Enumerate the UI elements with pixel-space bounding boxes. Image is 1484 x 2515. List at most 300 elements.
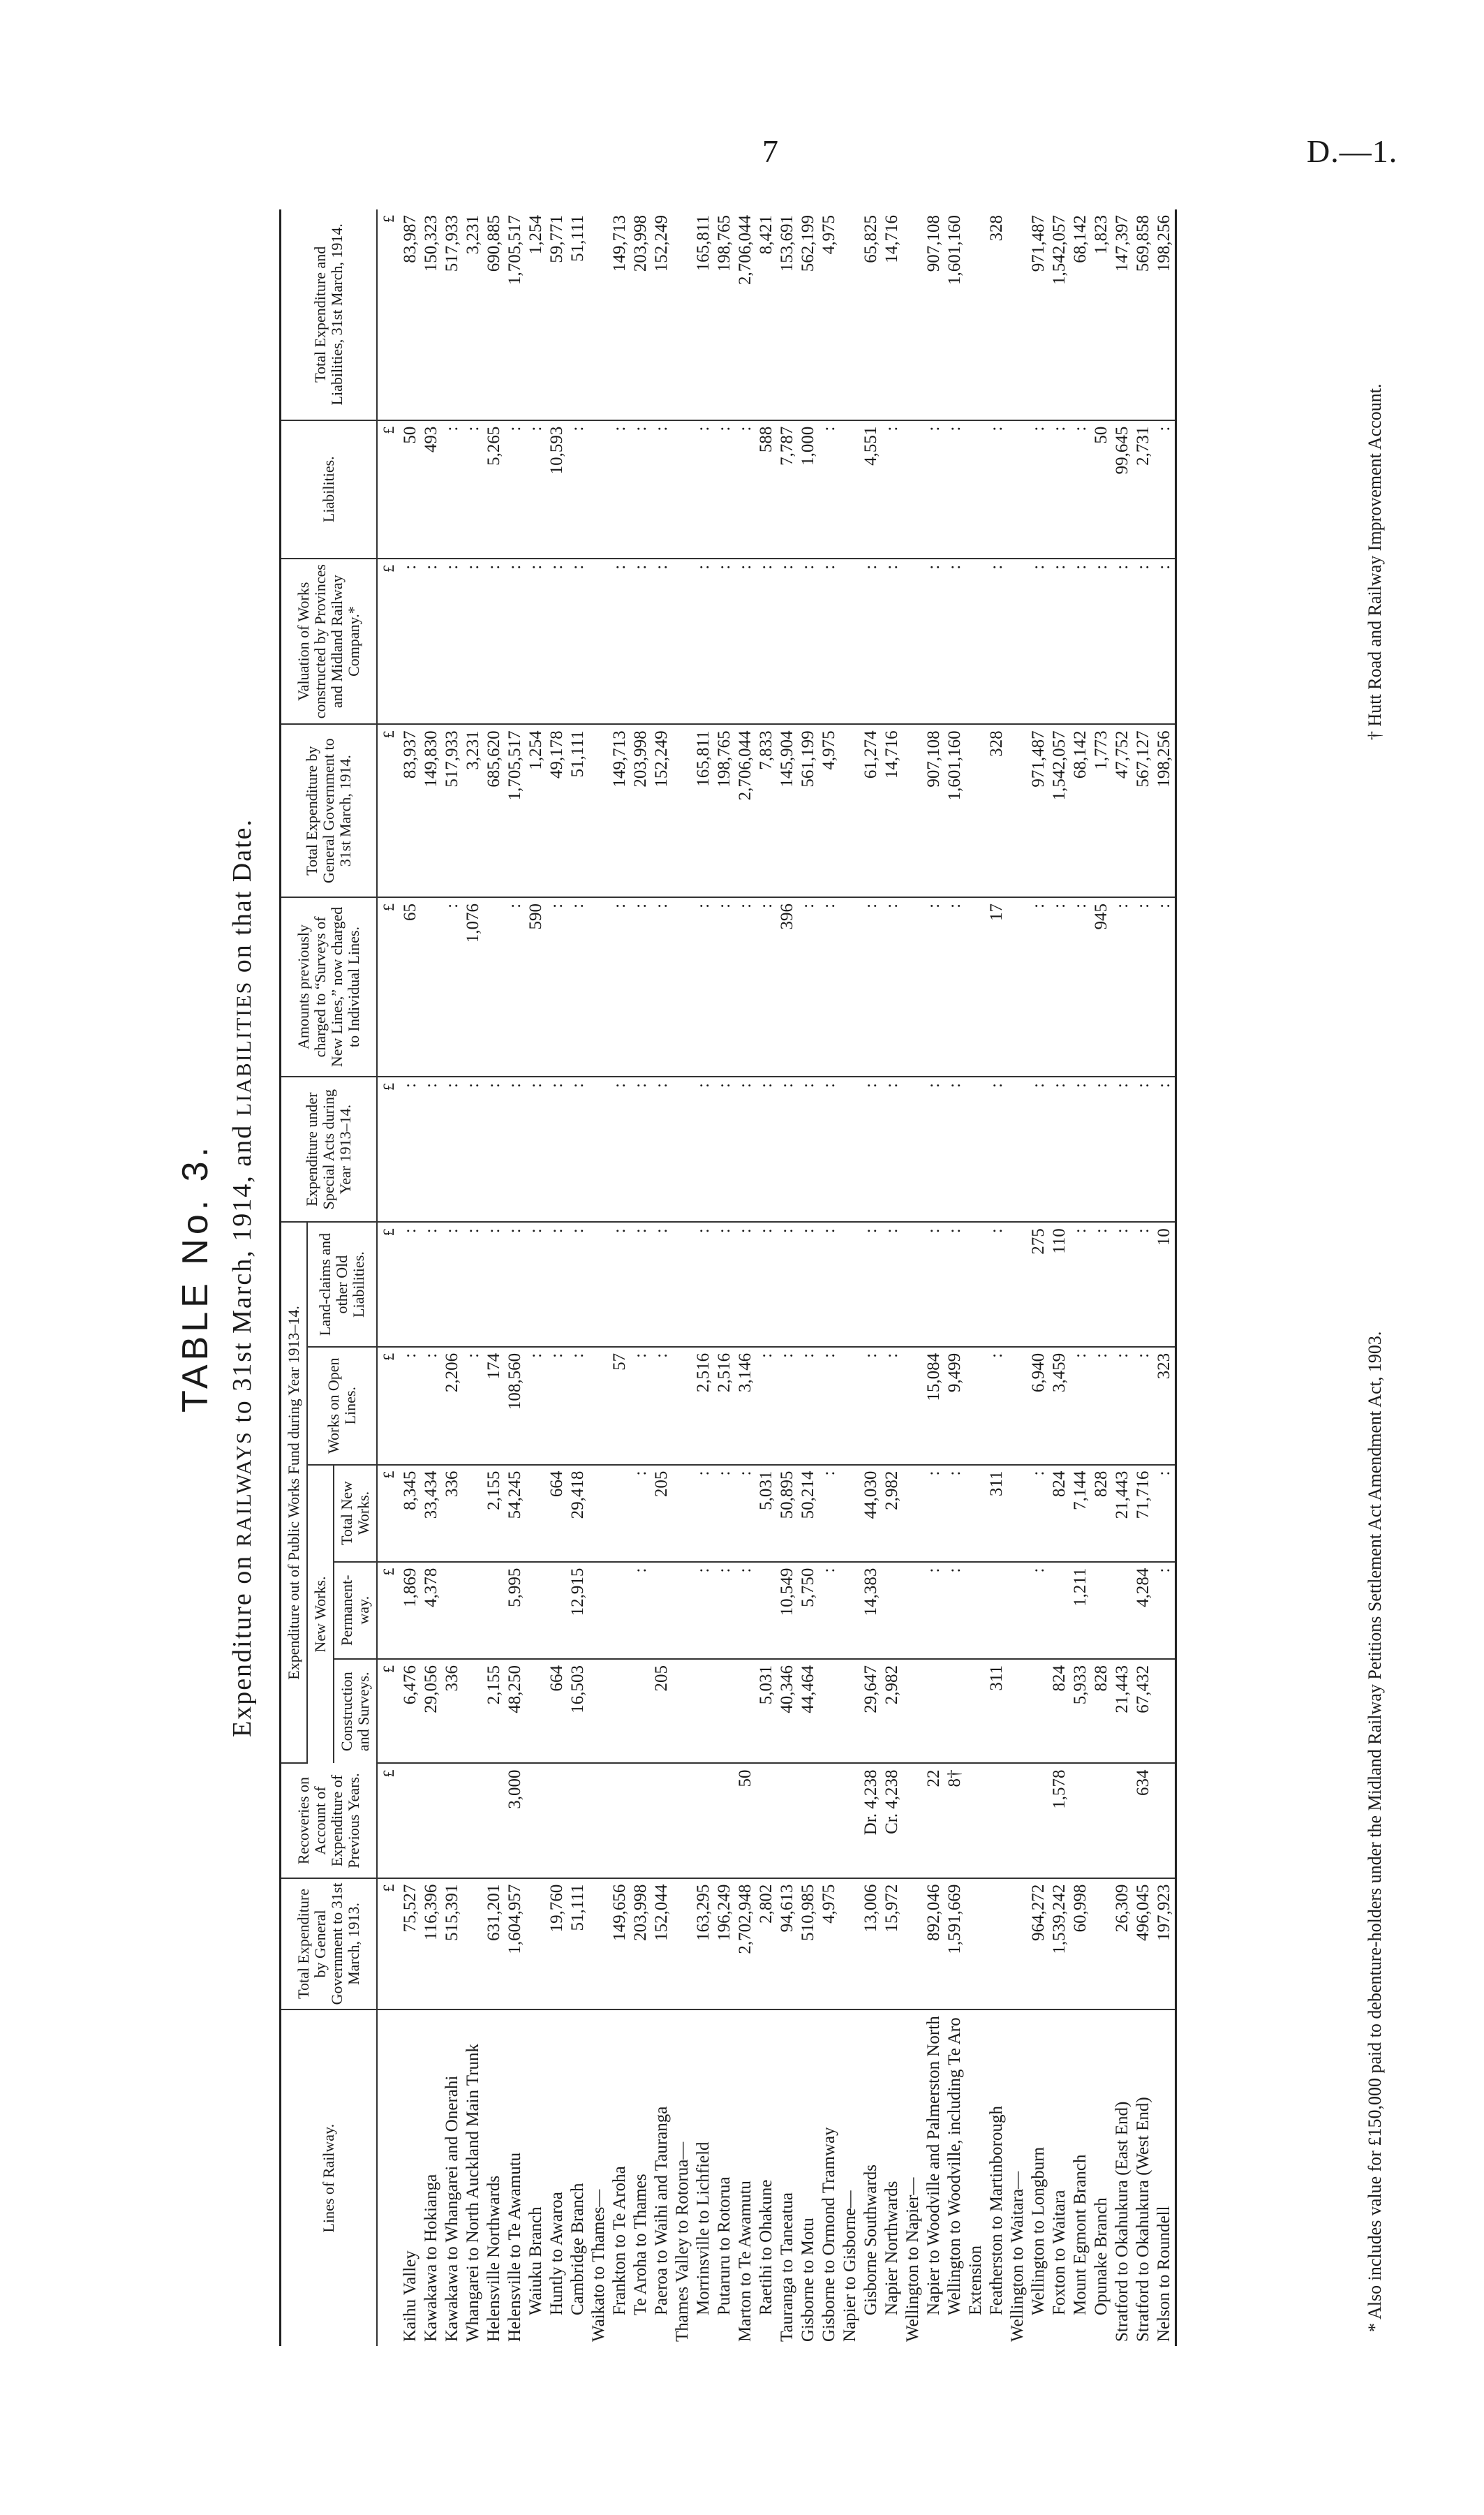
table-cell: 65: [400, 897, 421, 1077]
table-cell: 828: [1091, 1465, 1112, 1562]
table-cell: :: [651, 559, 672, 725]
table-cell: 50,895: [777, 1465, 798, 1562]
railway-line-name: Napier Northwards: [882, 2181, 901, 2315]
header-total-1913: Total Expenditure by General Government to 31st March, 1913.: [281, 1878, 378, 2010]
table-cell: 60,998: [1070, 1878, 1091, 2010]
table-cell: [882, 1562, 903, 1659]
table-cell: 3,231: [463, 724, 484, 897]
railway-line-name: Helensville Northwards: [484, 2175, 503, 2342]
table-cell: 68,142: [1070, 724, 1091, 897]
currency-unit: £: [377, 1878, 400, 2010]
table-cell: 590: [526, 897, 547, 1077]
table-cell: 149,830: [421, 724, 442, 897]
table-cell: [484, 1764, 505, 1878]
table-row: [923, 209, 944, 2346]
railway-line-name: Gisborne to Ormond Tramway: [819, 2127, 838, 2342]
table-cell: :: [526, 559, 547, 725]
table-cell: 1,591,669: [944, 1878, 965, 2010]
table-cell: 165,811: [693, 209, 714, 420]
railway-line-name: Stratford to Okahukura (West End): [1134, 2097, 1152, 2342]
table-cell: [442, 1764, 463, 1878]
table-cell: :: [986, 559, 1007, 725]
table-cell: [588, 1347, 609, 1465]
table-cell: 108,560: [505, 1347, 526, 1465]
table-cell: [1007, 724, 1028, 897]
table-cell: :: [798, 559, 819, 725]
table-cell: 19,760: [547, 1878, 567, 2010]
table-cell: [672, 209, 693, 420]
table-cell: :: [463, 1347, 484, 1465]
currency-unit: £: [377, 1764, 400, 1878]
header-open-lines: Works on Open Lines.: [307, 1347, 377, 1465]
table-cell: :: [567, 1077, 588, 1222]
table-cell: 13,006: [861, 1878, 882, 2010]
table-cell: :: [1091, 559, 1112, 725]
table-cell: :: [484, 1222, 505, 1347]
table-cell: [840, 724, 861, 897]
railway-line-name: Thames Valley to Rotorua—: [673, 2141, 692, 2342]
railway-line-name: Cambridge Branch: [568, 2183, 587, 2315]
table-cell: 10: [1154, 1222, 1176, 1347]
table-cell: [567, 1764, 588, 1878]
table-cell: :: [1154, 420, 1176, 559]
railway-line-name: Helensville to Te Awamutu: [505, 2152, 524, 2342]
table-cell: 2,802: [756, 1878, 777, 2010]
table-cell: :: [630, 1465, 651, 1562]
table-cell: 40,346: [777, 1659, 798, 1763]
table-cell: 198,765: [714, 724, 735, 897]
table-cell: 4,284: [1133, 1562, 1154, 1659]
subtitle-mid: to 31st March, 1914, and: [228, 1123, 257, 1423]
table-cell: :: [861, 1222, 882, 1347]
railway-line-name: Tauranga to Taneatua: [778, 2192, 796, 2342]
table-cell: :: [756, 1347, 777, 1465]
table-cell: 147,397: [1112, 209, 1133, 420]
table-cell: [944, 1659, 965, 1763]
table-cell: 2,155: [484, 1659, 505, 1763]
table-row: [630, 209, 651, 2346]
table-cell: 10,549: [777, 1562, 798, 1659]
table-cell: [903, 724, 923, 897]
table-cell: :: [567, 897, 588, 1077]
table-cell: :: [526, 1077, 547, 1222]
table-cell: [840, 559, 861, 725]
table-cell: [986, 1764, 1007, 1878]
currency-unit: £: [377, 724, 400, 897]
table-cell: [484, 897, 505, 1077]
table-cell: [965, 209, 986, 420]
table-cell: [965, 1764, 986, 1878]
table-cell: [463, 1465, 484, 1562]
table-cell: 47,752: [1112, 724, 1133, 897]
table-cell: [651, 1562, 672, 1659]
table-cell: [903, 1347, 923, 1465]
table-cell: 1,869: [400, 1562, 421, 1659]
table-row: [756, 209, 777, 2346]
table-row: [1154, 209, 1176, 2346]
table-cell: :: [609, 1222, 630, 1347]
table-cell: 49,178: [547, 724, 567, 897]
table-cell: 149,713: [609, 724, 630, 897]
table-cell: :: [630, 1077, 651, 1222]
table-cell: 68,142: [1070, 209, 1091, 420]
table-cell: 150,323: [421, 209, 442, 420]
table-cell: [588, 209, 609, 420]
railway-line-name: Foxton to Waitara: [1050, 2190, 1069, 2315]
table-cell: [547, 1764, 567, 1878]
table-cell: 1,542,057: [1049, 724, 1070, 897]
table-cell: 1,254: [526, 209, 547, 420]
subtitle-tail: on that Date.: [228, 818, 257, 973]
table-cell: :: [756, 897, 777, 1077]
table-cell: 1,076: [463, 897, 484, 1077]
table-cell: 51,111: [567, 209, 588, 420]
table-cell: [840, 420, 861, 559]
table-cell: [840, 1764, 861, 1878]
table-cell: :: [777, 559, 798, 725]
table-cell: :: [1049, 420, 1070, 559]
header-pwf-group: Expenditure out of Public Works Fund during Year 1913–14.: [281, 1222, 308, 1763]
table-cell: 945: [1091, 897, 1112, 1077]
table-cell: :: [1070, 420, 1091, 559]
table-cell: [1091, 1562, 1112, 1659]
table-cell: [1007, 1465, 1028, 1562]
table-cell: 5,933: [1070, 1659, 1091, 1763]
table-row: [777, 209, 798, 2346]
table-cell: 1,705,517: [505, 724, 526, 897]
page-number: 7: [762, 133, 778, 169]
table-cell: [547, 1562, 567, 1659]
table-cell: [1028, 1659, 1049, 1763]
railway-line-name: Extension: [966, 2245, 985, 2315]
table-cell: [965, 724, 986, 897]
table-cell: :: [526, 1347, 547, 1465]
table-row: [840, 209, 861, 2346]
table-cell: [840, 897, 861, 1077]
table-cell: 1,578: [1049, 1764, 1070, 1878]
table-cell: :: [442, 420, 463, 559]
table-cell: [609, 1659, 630, 1763]
header-total-new: Total New Works.: [334, 1465, 377, 1562]
table-cell: 7,787: [777, 420, 798, 559]
table-cell: 71,716: [1133, 1465, 1154, 1562]
table-cell: 1,539,242: [1049, 1878, 1070, 2010]
table-cell: 4,975: [819, 209, 840, 420]
table-row: [505, 209, 526, 2346]
table-cell: 149,656: [609, 1878, 630, 2010]
table-cell: [965, 897, 986, 1077]
table-cell: :: [777, 1347, 798, 1465]
table-cell: 517,933: [442, 209, 463, 420]
table-cell: 2,982: [882, 1659, 903, 1763]
table-cell: :: [1154, 1562, 1176, 1659]
document-reference: D.—1.: [1307, 133, 1398, 169]
table-cell: 50: [735, 1764, 756, 1878]
table-cell: :: [630, 559, 651, 725]
table-cell: :: [1154, 897, 1176, 1077]
table-cell: [588, 1465, 609, 1562]
table-cell: :: [923, 897, 944, 1077]
railway-line-name: Te Aroha to Thames: [631, 2174, 650, 2315]
subtitle-railways: RAILWAYS: [232, 1431, 255, 1547]
table-cell: [693, 1764, 714, 1878]
table-cell: [609, 1465, 630, 1562]
table-cell: [588, 724, 609, 897]
table-cell: 50: [1091, 420, 1112, 559]
table-cell: 9,499: [944, 1347, 965, 1465]
table-cell: [903, 209, 923, 420]
railway-line-name: Whangarei to North Auckland Main Trunk: [463, 2043, 482, 2342]
table-cell: 33,434: [421, 1465, 442, 1562]
table-cell: :: [651, 1347, 672, 1465]
table-cell: 44,464: [798, 1659, 819, 1763]
table-row: [798, 209, 819, 2346]
table-cell: [923, 1659, 944, 1763]
table-cell: 561,199: [798, 724, 819, 897]
table-cell: 165,811: [693, 724, 714, 897]
table-cell: 631,201: [484, 1878, 505, 2010]
table-cell: :: [693, 1562, 714, 1659]
table-cell: :: [484, 1077, 505, 1222]
table-cell: :: [421, 559, 442, 725]
railway-line-name: Featherston to Martinborough: [987, 2106, 1006, 2315]
table-cell: :: [882, 420, 903, 559]
table-cell: 26,309: [1112, 1878, 1133, 2010]
table-cell: :: [1112, 897, 1133, 1077]
table-cell: :: [421, 1077, 442, 1222]
table-cell: 828: [1091, 1659, 1112, 1763]
table-cell: [526, 1465, 547, 1562]
railway-line-name: Nelson to Roundell: [1154, 2009, 1176, 2346]
table-cell: :: [505, 1222, 526, 1347]
table-row: [400, 209, 421, 2346]
table-row: [882, 209, 903, 2346]
table-cell: :: [1133, 897, 1154, 1077]
table-cell: [756, 1562, 777, 1659]
table-cell: 21,443: [1112, 1465, 1133, 1562]
table-cell: :: [756, 1222, 777, 1347]
table-cell: :: [923, 1562, 944, 1659]
table-cell: [672, 559, 693, 725]
table-cell: 152,249: [651, 724, 672, 897]
table-cell: 54,245: [505, 1465, 526, 1562]
table-cell: 1,823: [1091, 209, 1112, 420]
table-cell: :: [693, 420, 714, 559]
table-row: [588, 209, 609, 2346]
table-cell: [672, 1347, 693, 1465]
table-cell: [630, 1659, 651, 1763]
table-cell: :: [714, 559, 735, 725]
table-cell: :: [735, 420, 756, 559]
header-construction: Construction and Surveys.: [334, 1659, 377, 1763]
table-cell: :: [756, 559, 777, 725]
table-cell: :: [882, 897, 903, 1077]
header-liabilities: Liabilities.: [281, 420, 378, 559]
table-cell: 664: [547, 1659, 567, 1763]
table-cell: :: [1049, 897, 1070, 1077]
table-cell: 12,915: [567, 1562, 588, 1659]
table-cell: [526, 1562, 547, 1659]
table-cell: 3,459: [1049, 1347, 1070, 1465]
table-cell: [672, 897, 693, 1077]
header-permanent-way: Permanent-way.: [334, 1562, 377, 1659]
table-cell: :: [714, 1562, 735, 1659]
table-cell: [798, 1764, 819, 1878]
table-cell: 50: [400, 420, 421, 559]
table-cell: 4,378: [421, 1562, 442, 1659]
table-cell: 971,487: [1028, 724, 1049, 897]
table-cell: :: [777, 1222, 798, 1347]
railway-line-name: Morrinsville to Lichfield: [694, 2141, 713, 2315]
table-row: [567, 209, 588, 2346]
table-cell: :: [651, 1077, 672, 1222]
table-cell: 8†: [944, 1764, 965, 1878]
table-cell: :: [1028, 897, 1049, 1077]
table-cell: [588, 1077, 609, 1222]
table-row: [693, 209, 714, 2346]
header-total-1914-govt: Total Expenditure by General Government to 31st March, 1914.: [281, 724, 378, 897]
table-cell: :: [1070, 559, 1091, 725]
table-cell: :: [651, 1222, 672, 1347]
table-cell: :: [526, 1222, 547, 1347]
railway-line-name: Wellington to Napier—: [903, 2177, 922, 2342]
header-lines: Lines of Railway.: [281, 2009, 378, 2346]
table-cell: :: [630, 897, 651, 1077]
table-cell: 567,127: [1133, 724, 1154, 897]
table-cell: 149,713: [609, 209, 630, 420]
table-cell: [903, 1878, 923, 2010]
table-cell: [903, 1659, 923, 1763]
currency-unit: £: [377, 209, 400, 420]
currency-unit: £: [377, 1077, 400, 1222]
table-cell: :: [630, 1222, 651, 1347]
table-cell: 907,108: [923, 209, 944, 420]
table-cell: 328: [986, 724, 1007, 897]
table-cell: 1,542,057: [1049, 209, 1070, 420]
table-title: TABLE No. 3.: [175, 1142, 216, 1413]
table-cell: [965, 1465, 986, 1562]
table-cell: 2,155: [484, 1465, 505, 1562]
table-cell: [588, 420, 609, 559]
table-row: [651, 209, 672, 2346]
table-cell: :: [819, 1222, 840, 1347]
railway-line-name: Opunake Branch: [1092, 2197, 1111, 2315]
table-cell: 311: [986, 1465, 1007, 1562]
table-cell: 50,214: [798, 1465, 819, 1562]
table-cell: :: [882, 1077, 903, 1222]
table-cell: :: [1070, 897, 1091, 1077]
table-cell: :: [693, 559, 714, 725]
table-row: [1112, 209, 1133, 2346]
table-cell: :: [400, 1222, 421, 1347]
table-cell: 971,487: [1028, 209, 1049, 420]
table-cell: 2,702,948: [735, 1878, 756, 2010]
table-cell: 569,858: [1133, 209, 1154, 420]
table-row: [1133, 209, 1154, 2346]
table-cell: [526, 1764, 547, 1878]
table-cell: :: [1070, 1222, 1091, 1347]
table-cell: 61,274: [861, 724, 882, 897]
table-row: [735, 209, 756, 2346]
table-cell: :: [1070, 1077, 1091, 1222]
table-cell: 94,613: [777, 1878, 798, 2010]
table-cell: :: [567, 1347, 588, 1465]
table-cell: :: [1049, 1077, 1070, 1222]
table-cell: [1091, 1764, 1112, 1878]
table-cell: [965, 1347, 986, 1465]
table-cell: :: [819, 1562, 840, 1659]
table-cell: 110: [1049, 1222, 1070, 1347]
table-cell: 493: [421, 420, 442, 559]
table-cell: 14,716: [882, 724, 903, 897]
table-cell: 1,254: [526, 724, 547, 897]
currency-unit: £: [377, 420, 400, 559]
table-cell: [672, 420, 693, 559]
header-previously-charged: Amounts previously charged to “Surveys of New Lines,” now charged to Individual Lines.: [281, 897, 378, 1077]
table-row: [484, 209, 505, 2346]
table-cell: 6,940: [1028, 1347, 1049, 1465]
railway-line-name: Kawakawa to Whangarei and Onerahi: [443, 2075, 461, 2342]
table-cell: :: [777, 1077, 798, 1222]
currency-unit-row: [377, 209, 400, 2346]
table-cell: :: [882, 1222, 903, 1347]
table-row: [1091, 209, 1112, 2346]
table-cell: 311: [986, 1659, 1007, 1763]
table-cell: [840, 1077, 861, 1222]
railway-line-name: Gisborne to Motu: [799, 2218, 817, 2342]
table-cell: :: [567, 420, 588, 559]
table-cell: 5,031: [756, 1659, 777, 1763]
table-cell: 6,476: [400, 1659, 421, 1763]
table-row: [861, 209, 882, 2346]
table-cell: 65,825: [861, 209, 882, 420]
railway-line-name: Marton to Te Awamutu: [736, 2181, 755, 2342]
currency-unit: £: [377, 559, 400, 725]
table-cell: [840, 1222, 861, 1347]
table-cell: 153,691: [777, 209, 798, 420]
railway-line-name: Stratford to Okahukura (East End): [1113, 2101, 1131, 2342]
railway-line-name: Waikato to Thames—: [589, 2189, 608, 2342]
table-cell: :: [547, 559, 567, 725]
table-cell: :: [547, 1347, 567, 1465]
table-cell: 3,146: [735, 1347, 756, 1465]
table-cell: [421, 897, 442, 1077]
table-row: [944, 209, 965, 2346]
table-cell: :: [861, 897, 882, 1077]
table-cell: 664: [547, 1465, 567, 1562]
table-cell: [693, 1659, 714, 1763]
table-cell: :: [944, 1465, 965, 1562]
table-cell: [840, 1347, 861, 1465]
table-cell: [986, 1878, 1007, 2010]
table-cell: :: [819, 1077, 840, 1222]
table-cell: :: [923, 559, 944, 725]
table-cell: :: [1028, 1465, 1049, 1562]
table-cell: 163,295: [693, 1878, 714, 2010]
table-cell: [463, 1764, 484, 1878]
table-cell: [1007, 1878, 1028, 2010]
table-cell: 205: [651, 1465, 672, 1562]
table-cell: 3,231: [463, 209, 484, 420]
table-cell: :: [630, 420, 651, 559]
table-cell: [1007, 1764, 1028, 1878]
table-cell: :: [442, 1222, 463, 1347]
table-cell: 5,031: [756, 1465, 777, 1562]
table-cell: 203,998: [630, 209, 651, 420]
table-cell: 964,272: [1028, 1878, 1049, 2010]
table-cell: [1007, 1562, 1028, 1659]
table-cell: [840, 1562, 861, 1659]
